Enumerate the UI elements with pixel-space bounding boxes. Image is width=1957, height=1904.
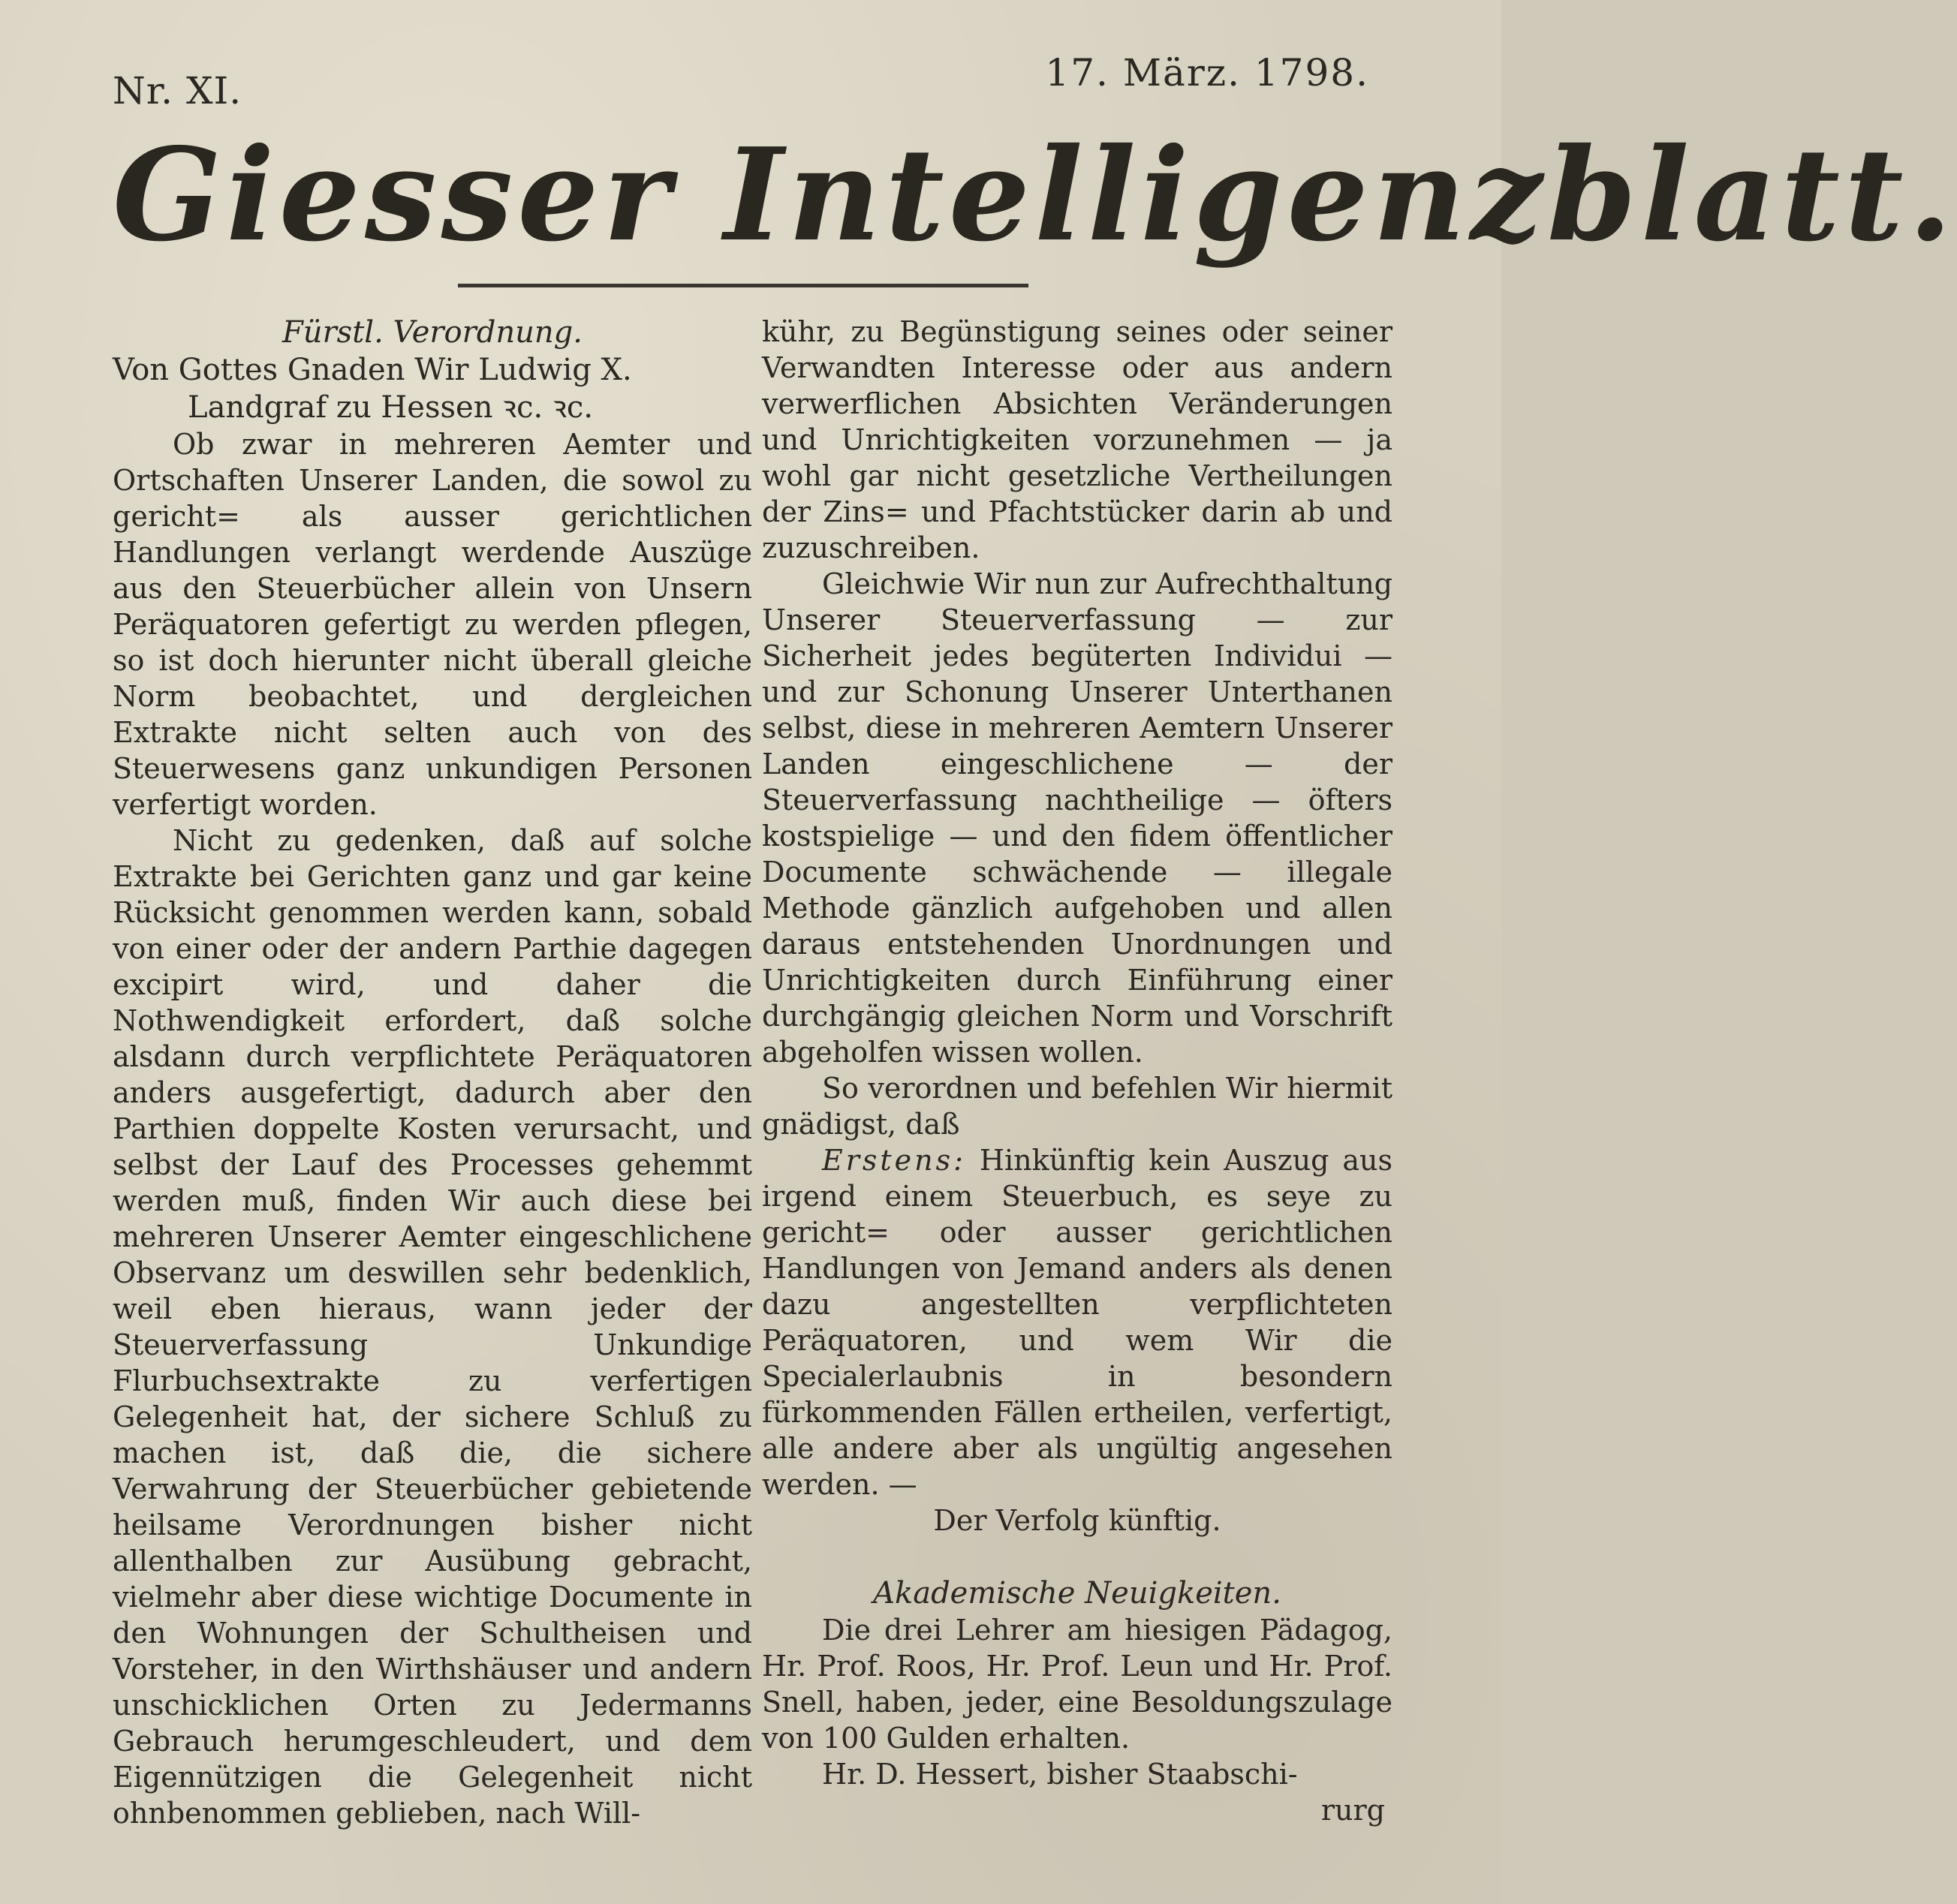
ordinance-heading: Fürstl. Verordnung. bbox=[282, 315, 583, 350]
academic-news-paragraph-1: Die drei Lehrer am hiesigen Pädagog, Hr. Prof. Roos, Hr. Prof. Leun und Hr. Prof. Snell, haben, jeder, eine Besoldungszulage von 100 Gulden erhalten. bbox=[762, 1614, 1392, 1755]
section-spacer bbox=[762, 1539, 1392, 1575]
continued-note: Der Verfolg künftig. bbox=[933, 1504, 1221, 1537]
ordinance-paragraph-2: Nicht zu gedenken, daß auf solche Extrakte bei Gerichten ganz und gar keine Rücksicht genommen werden kann, sobald von einer oder der andern Parthie dagegen excipirt wird, und daher die Nothwendigkeit erfordert, daß solche alsdann durch verpflichtete Peräquatoren anders ausgefertigt, dadurch aber den Parthien doppelte Kosten verursacht, und selbst der Lauf des Processes gehemmt werden muß, finden Wir auch diese bei mehreren Unserer Aemter eingeschlichene Observanz um deswillen sehr bedenklich, weil eben hieraus, wann jeder der Steuerverfassung Unkundige Flurbuchsextrakte zu verfertigen Gelegenheit hat, der sichere Schluß zu machen ist, daß die, die sichere Verwahrung der Steuerbücher gebietende heilsame Verordnungen bisher nicht allenthalben zur Ausübung gebracht, vielmehr aber diese wichtige Documente in den Wohnungen der Schultheisen und Vorsteher, in den Wirthshäuser und andern unschicklichen Orten zu Jedermanns Gebrauch herumgeschleudert, und dem Eigennützigen die Gelegenheit nicht ohnbenommen geblieben, nach Will- bbox=[113, 824, 752, 1830]
academic-news-heading: Akademische Neuigkeiten. bbox=[873, 1576, 1281, 1611]
ordinance-paragraph-4: So verordnen und befehlen Wir hiermit gnädigst, daß bbox=[762, 1072, 1392, 1141]
ordinance-paragraph-3: Gleichwie Wir nun zur Aufrechthaltung Unserer Steuerverfassung — zur Sicherheit jedes begüterten Individui — und zur Schonung Unserer Unterthanen selbst, diese in mehreren Aemtern Unserer Landen eingeschlichene — der Steuerverfassung nachtheilige — öfters kostspielige — und den fidem öffentlicher Documente schwächende — illegale Methode gänzlich aufgehoben und allen daraus entstehenden Unordnungen und Unrichtigkeiten durch Einführung einer durchgängig gleichen Norm und Vorschrift abgeholfen wissen wollen. bbox=[762, 567, 1392, 1069]
masthead-title: Giesser Intelligenzblatt. bbox=[113, 120, 1957, 270]
ordinance-paragraph-2-continued: kühr, zu Begünstigung seines oder seiner Verwandten Interesse oder aus andern verwerflichen Absichten Veränderungen und Unrichtigkeiten vorzunehmen — ja wohl gar nicht gesetzliche Vertheilungen der Zins= und Pfachtstücker darin ab und zuzuschreiben. bbox=[762, 315, 1392, 564]
ordinance-sovereign-line: Von Gottes Gnaden Wir Ludwig X. bbox=[113, 353, 632, 387]
ordinance-title-line: Landgraf zu Hessen ꝛc. ꝛc. bbox=[188, 390, 594, 425]
erstens-text: Hinkünftig kein Auszug aus irgend einem Steuerbuch, es seye zu gericht= oder ausser gerichtlichen Handlungen von Jemand anders als denen dazu angestellten verpflichteten Peräquatoren, und wem Wir die Specialerlaubnis in besondern fürkommenden Fällen ertheilen, verfertigt, alle andere aber als ungültig angesehen werden. — bbox=[762, 1144, 1392, 1501]
issue-date: 17. März. 1798. bbox=[1045, 51, 1369, 95]
ordinance-erstens bbox=[762, 1142, 1392, 1502]
academic-news-paragraph-2: Hr. D. Hessert, bisher Staabschi- bbox=[822, 1758, 1298, 1791]
left-column bbox=[113, 314, 752, 1831]
issue-number: Nr. XI. bbox=[113, 69, 242, 113]
masthead-rule bbox=[458, 284, 1028, 287]
erstens-label: Erstens: bbox=[822, 1144, 966, 1177]
right-column bbox=[762, 314, 1392, 1828]
academic-news-catchword: rurg bbox=[1320, 1794, 1385, 1827]
ordinance-paragraph-1: Ob zwar in mehreren Aemter und Ortschaften Unserer Landen, die sowol zu gericht= als ausser gerichtlichen Handlungen verlangt werdende Auszüge aus den Steuerbücher allein von Unsern Peräquatoren gefertigt zu werden pflegen, so ist doch hierunter nicht überall gleiche Norm beobachtet, und dergleichen Extrakte nicht selten auch von des Steuerwesens ganz unkundigen Personen verfertigt worden. bbox=[113, 428, 752, 821]
